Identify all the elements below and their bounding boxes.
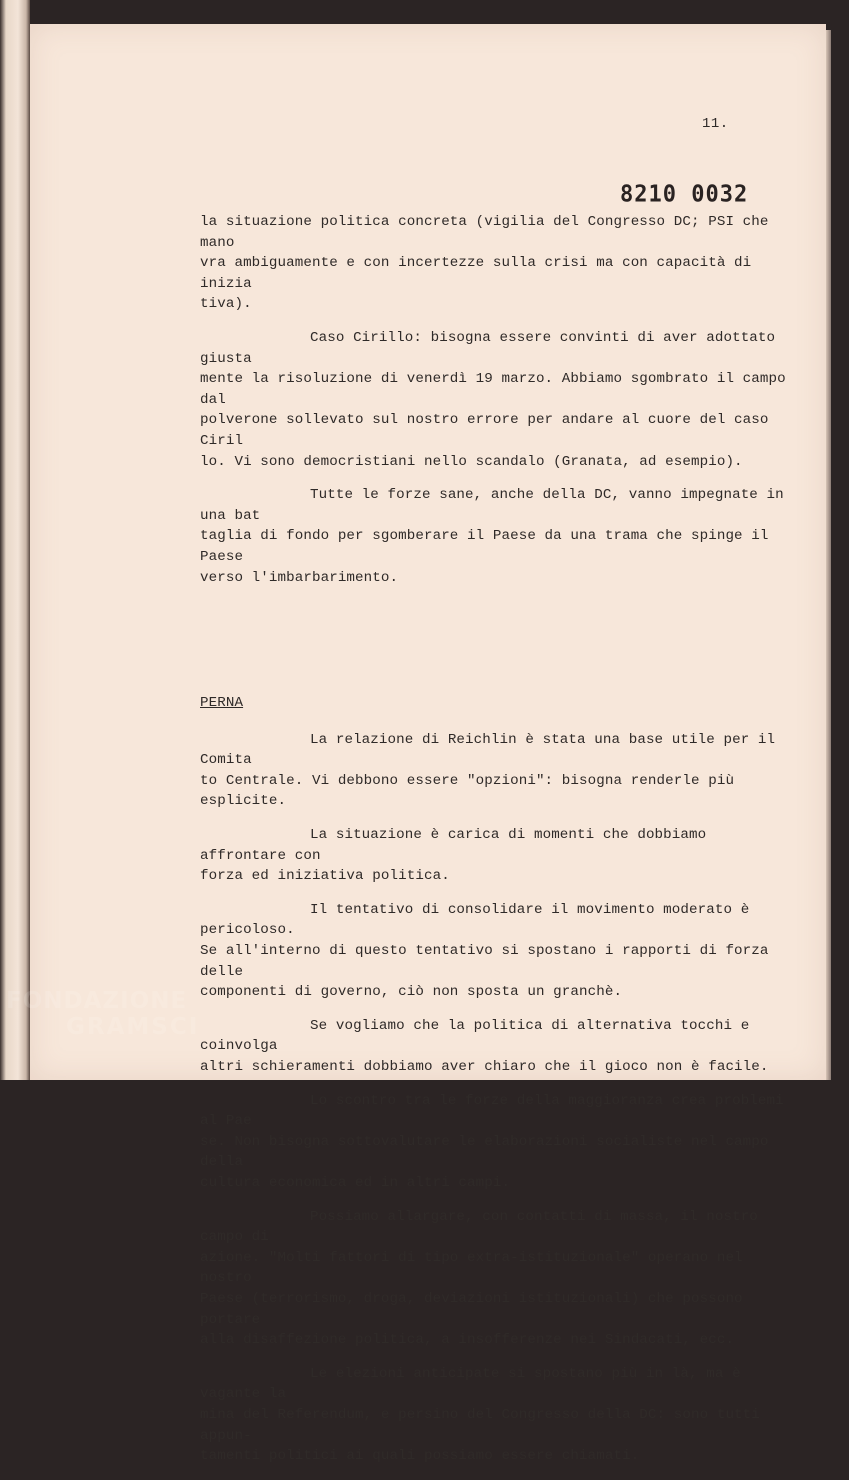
paragraph: La relazione di Reichlin è stata una base utile per il Comita to Centrale. Vi debbono essere "opzioni": bisogna renderle più esplicite.: [200, 731, 776, 810]
paragraph: Possiamo allargare, con contatti di massa, il nostro campo di azione. "Molti fattori di tipo extra-istituzionale" operano nel nostro Paese (terrorismo, droga, deviazioni istituzionali) che possono portare alla disaffezione politica, a insofferenze nei Sindacati, ecc.: [200, 1208, 758, 1349]
watermark-logo: [6, 988, 216, 1040]
paragraph: La situazione è carica di momenti che dobbiamo affrontare con forza ed iniziativa politica.: [200, 827, 707, 885]
paragraph: Il tentativo di consolidare il movimento moderato è pericoloso. Se all'interno di questo tentativo si spostano i rapporti di forza delle componenti di governo, ciò non sposta un granchè.: [200, 901, 769, 1001]
paragraph: Tutte le forze sane, anche della DC, vanno impegnate in una bat taglia di fondo per sgomberare il Paese da una trama che spinge il Paese verso l'imbarbarimento.: [200, 487, 784, 586]
page-number: 11.: [702, 116, 729, 132]
paragraph: Se vogliamo che la politica di alternativa tocchi e coinvolga altri schieramenti dobbiamo aver chiaro che il gioco non è facile.: [200, 1017, 769, 1075]
speaker-heading: PERNA: [200, 695, 244, 712]
paragraph: la situazione politica concreta (vigilia del Congresso DC; PSI che mano vra ambiguamente e con incertezze sulla crisi ma con capacità di inizia tiva).: [200, 214, 769, 313]
book-spine: [0, 0, 30, 1080]
paragraph: Caso Cirillo: bisogna essere convinti di aver adottato giusta mente la risoluzione di venerdì 19 marzo. Abbiamo sgombrato il campo dal polverone sollevato sul nostro errore per andare al cuore del caso Ciril lo. Vi sono democristiani nello scandalo (Granata, ad esempio).: [200, 329, 786, 470]
paragraph: Le elezioni anticipate si spostano più in là, ma è vagante la mina del Referendum, e persino del Congresso della DC: sono tutti appun- tamenti politici ai quali possiamo essere chiamati.: [200, 1365, 760, 1465]
archive-code-stamp: 8210 0032: [620, 181, 749, 208]
paragraph: Lo scontro tra le forze della maggioranza crea problemi al Pae se. Non bisogna sottovalutare le elaborazioni socialiste nel campo della cultura economica ed in altri campi.: [200, 1092, 784, 1191]
document-body: [200, 212, 800, 1480]
page-edge: [826, 30, 831, 1080]
watermark-line2: GRAMSCI: [66, 1014, 200, 1040]
watermark-line1: FONDAZIONE: [6, 988, 188, 1014]
document-page: [30, 24, 826, 1465]
